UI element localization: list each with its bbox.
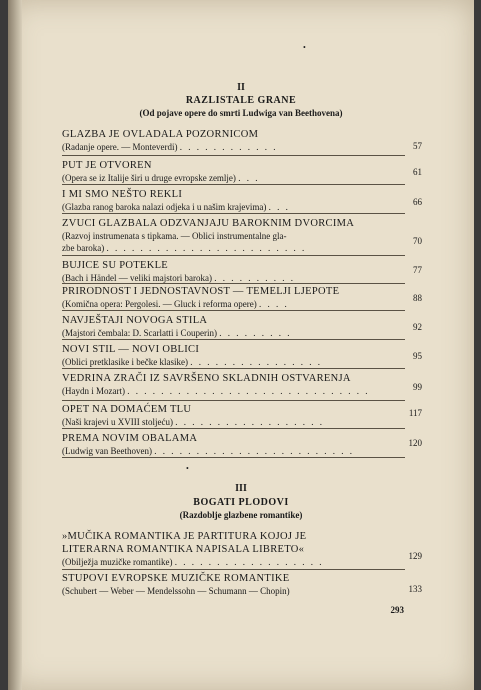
divider — [62, 400, 405, 401]
entry-title: BUJICE SU POTEKLE — [62, 260, 169, 271]
toc-entry: BUJICE SU POTEKLE (Bach i Händel — veliki majstori baroka) . . . . . . . . . . 77 — [62, 260, 422, 283]
section-subtitle: (Od pojave opere do smrti Ludwiga van Beethovena) — [139, 108, 343, 118]
toc-entry: VEDRINA ZRAČI IZ SAVRŠENO SKLADNIH OSTVARENJA (Haydn i Mozart) . . . . . . . . . . . . . . . . . . . . . . . . . . . . . 99 — [62, 373, 422, 396]
entry-title: I MI SMO NEŠTO REKLI — [62, 189, 183, 200]
toc-entry: NOVI STIL — NOVI OBLICI (Oblici pretklasike i bečke klasike) . . . . . . . . . . . . . . . . 95 — [62, 344, 422, 367]
entry-title-cont: LITERARNA ROMANTIKA NAPISALA LIBRETO« — [62, 544, 305, 555]
entry-title: ZVUCI GLAZBALA ODZVANJAJU BAROKNIM DVORCIMA — [62, 218, 355, 229]
entry-subtitle: (Ludwig van Beethoven) — [62, 446, 152, 456]
entry-title: »MUČIKA ROMANTIKA JE PARTITURA KOJOJ JE — [62, 531, 307, 542]
entry-title: VEDRINA ZRAČI IZ SAVRŠENO SKLADNIH OSTVARENJA — [62, 373, 351, 384]
entry-subtitle: (Majstori čembala: D. Scarlatti i Couperin) — [62, 328, 217, 338]
page-number: 66 — [413, 197, 422, 207]
page-number: 57 — [413, 141, 422, 151]
entry-subtitle: (Haydn i Mozart) — [62, 386, 125, 396]
toc-entry: PREMA NOVIM OBALAMA (Ludwig van Beethoven) . . . . . . . . . . . . . . . . . . . . . . . . 120 — [62, 433, 422, 456]
entry-title: PRIRODNOST I JEDNOSTAVNOST — TEMELJI LJEPOTE — [62, 286, 340, 297]
ink-mark: • — [303, 43, 306, 52]
entry-subtitle: (Schubert — Weber — Mendelssohn — Schumann — Chopin) — [62, 586, 290, 596]
toc-entry: OPET NA DOMAĆEM TLU (Naši krajevi u XVIII stoljeću) . . . . . . . . . . . . . . . . . . 117 — [62, 404, 422, 427]
entry-title: PREMA NOVIM OBALAMA — [62, 433, 198, 444]
divider — [62, 339, 405, 340]
divider — [62, 569, 405, 570]
page-number: 95 — [413, 351, 422, 361]
ink-mark: • — [186, 464, 189, 473]
divider — [62, 255, 405, 256]
section-subtitle: (Razdoblje glazbene romantike) — [179, 510, 303, 520]
entry-subtitle: (Glazba ranog baroka nalazi odjeka i u našim krajevima) — [62, 202, 267, 212]
divider — [62, 457, 405, 458]
page-number: 61 — [413, 167, 422, 177]
page-number: 129 — [408, 551, 422, 561]
page-number: 70 — [413, 236, 422, 246]
toc-entry — [62, 572, 422, 597]
entry-title: GLAZBA JE OVLADALA POZORNICOM — [62, 129, 259, 140]
divider — [62, 428, 405, 429]
entry-subtitle: (Bach i Händel — veliki majstori baroka) — [62, 273, 212, 283]
book-page — [8, 0, 474, 690]
section-title: BOGATI PLODOVI — [193, 497, 289, 508]
page-number: 99 — [413, 382, 422, 392]
page-number: 88 — [413, 293, 422, 303]
page-number: 92 — [413, 322, 422, 332]
entry-title: OPET NA DOMAĆEM TLU — [62, 404, 192, 415]
entry-title: PUT JE OTVOREN — [62, 160, 152, 171]
entry-subtitle: (Razvoj instrumenata s tipkama. — Oblici instrumentalne gla- — [62, 231, 287, 241]
divider — [62, 155, 405, 156]
page-number: 133 — [408, 584, 422, 594]
section-number: II — [237, 82, 245, 93]
toc-entry: GLAZBA JE OVLADALA POZORNICOM (Radanje opere. — Monteverdi) . . . . . . . . . . . . 57 — [62, 129, 422, 152]
toc-entry: PUT JE OTVOREN (Opera se iz Italije širi u druge evropske zemlje) . . . 61 — [62, 160, 422, 183]
toc-entry: »MUČIKA ROMANTIKA JE PARTITURA KOJOJ JE LITERARNA ROMANTIKA NAPISALA LIBRETO« (Obilježja muzičke romantike) . . . . . . . . . . . . . . . . . . 129 — [62, 531, 422, 567]
entry-title: STUPOVI EVROPSKE MUZIČKE ROMANTIKE — [62, 573, 290, 584]
page-number: 120 — [408, 438, 422, 448]
entry-subtitle-cont: zbe baroka) — [62, 243, 105, 253]
divider — [62, 368, 405, 369]
toc-entry: I MI SMO NEŠTO REKLI (Glazba ranog baroka nalazi odjeka i u našim krajevima) . . . 66 — [62, 189, 422, 212]
entry-subtitle: (Naši krajevi u XVIII stoljeću) — [62, 417, 173, 427]
entry-subtitle: (Oblici pretklasike i bečke klasike) — [62, 357, 188, 367]
divider — [62, 213, 405, 214]
section-title: RAZLISTALE GRANE — [185, 95, 297, 106]
entry-title: NAVJEŠTAJI NOVOGA STILA — [62, 315, 208, 326]
toc-entry: NAVJEŠTAJI NOVOGA STILA (Majstori čembala: D. Scarlatti i Couperin) . . . . . . . . . 92 — [62, 315, 422, 338]
toc-entry: PRIRODNOST I JEDNOSTAVNOST — TEMELJI LJEPOTE (Komična opera: Pergolesi. — Gluck i reforma opere) . . . . 88 — [62, 286, 422, 309]
divider — [62, 283, 405, 284]
page-number: 77 — [413, 265, 422, 275]
entry-subtitle: (Obilježja muzičke romantike) — [62, 557, 173, 567]
entry-subtitle: (Radanje opere. — Monteverdi) — [62, 142, 178, 152]
entry-subtitle: (Komična opera: Pergolesi. — Gluck i reforma opere) — [62, 299, 257, 309]
entry-title: NOVI STIL — NOVI OBLICI — [62, 344, 200, 355]
folio-number: 293 — [390, 605, 404, 615]
section-number: III — [235, 483, 247, 494]
toc-entry: ZVUCI GLAZBALA ODZVANJAJU BAROKNIM DVORCIMA (Razvoj instrumenata s tipkama. — Oblici instrumentalne gla- zbe baroka) . . . . . . . . . . . . . . . . . . . . . . . . 70 — [62, 218, 422, 253]
divider — [62, 310, 405, 311]
divider — [62, 184, 405, 185]
entry-subtitle: (Opera se iz Italije širi u druge evropske zemlje) — [62, 173, 236, 183]
page-number: 117 — [408, 408, 422, 418]
